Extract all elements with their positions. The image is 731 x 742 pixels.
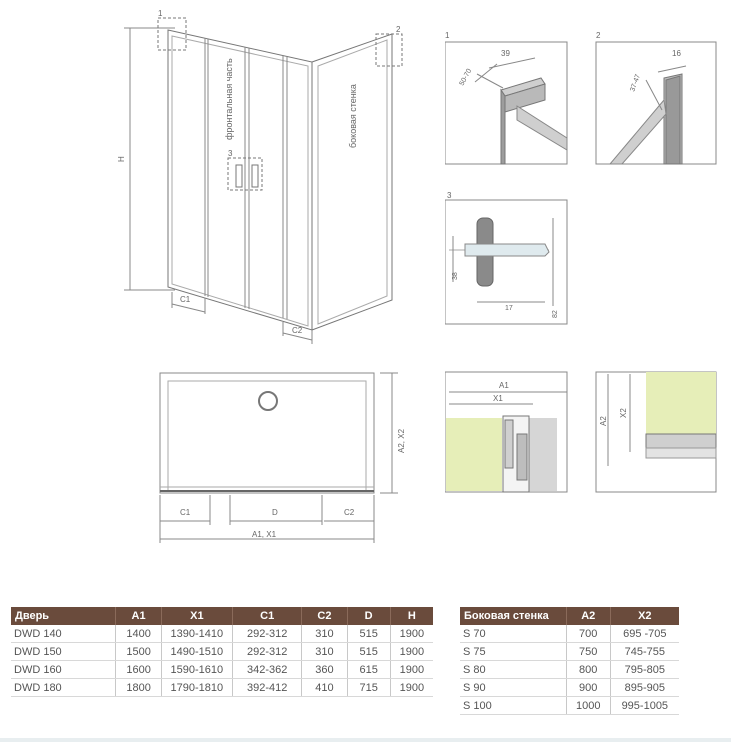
- table-cell: S 100: [460, 697, 566, 715]
- table-cell: 1390-1410: [161, 625, 232, 643]
- detail-5-x2: X2: [619, 408, 628, 418]
- detail-3-label: 3: [447, 191, 452, 200]
- table-cell: 410: [302, 679, 347, 697]
- detail-1-dim-b: 50-70: [458, 67, 474, 87]
- table-cell: S 70: [460, 625, 566, 643]
- detail-3-drawing: [445, 190, 570, 326]
- callout-2: 2: [396, 25, 401, 34]
- detail-4-drawing: [445, 370, 570, 495]
- doors-header-cell: A1: [116, 607, 161, 625]
- detail-1-dim-a: 39: [501, 49, 510, 58]
- table-cell: 695 -705: [610, 625, 679, 643]
- table-cell: 800: [566, 661, 610, 679]
- table-cell: 700: [566, 625, 610, 643]
- detail-1-label: 1: [445, 31, 450, 40]
- plan-view-drawing: [140, 365, 410, 550]
- table-cell: 1800: [116, 679, 161, 697]
- callout-1: 1: [158, 9, 163, 18]
- table-cell: 292-312: [233, 643, 302, 661]
- table-cell: 1900: [390, 661, 433, 679]
- table-cell: 750: [566, 643, 610, 661]
- table-cell: DWD 140: [11, 625, 116, 643]
- table-cell: 1400: [116, 625, 161, 643]
- table-cell: 342-362: [233, 661, 302, 679]
- side-header-cell: Боковая стенка: [460, 607, 566, 625]
- doors-header-cell: H: [390, 607, 433, 625]
- plan-c2-label: C2: [344, 508, 355, 517]
- doors-table-header: [11, 607, 433, 625]
- table-cell: 745-755: [610, 643, 679, 661]
- side-wall-label: боковая стенка: [348, 84, 358, 148]
- table-cell: 515: [347, 643, 390, 661]
- detail-3-dim-c: 82: [552, 310, 559, 318]
- table-row: [460, 661, 679, 679]
- height-label: H: [117, 156, 126, 162]
- table-row: [11, 643, 433, 661]
- table-cell: 1900: [390, 643, 433, 661]
- table-row: [11, 679, 433, 697]
- table-cell: 1790-1810: [161, 679, 232, 697]
- table-row: [11, 661, 433, 679]
- table-cell: 1000: [566, 697, 610, 715]
- doors-header-cell: X1: [161, 607, 232, 625]
- table-row: [460, 679, 679, 697]
- table-row: [460, 697, 679, 715]
- table-cell: 615: [347, 661, 390, 679]
- table-row: [460, 643, 679, 661]
- detail-3-dim-b: 17: [505, 305, 513, 312]
- table-row: [460, 625, 679, 643]
- bottom-divider: [0, 738, 731, 742]
- side-header-cell: A2: [566, 607, 610, 625]
- table-cell: 895-905: [610, 679, 679, 697]
- table-cell: 1500: [116, 643, 161, 661]
- detail-1-drawing: [445, 30, 570, 170]
- table-cell: 310: [302, 625, 347, 643]
- table-cell: 292-312: [233, 625, 302, 643]
- plan-c1-label: C1: [180, 508, 191, 517]
- detail-5-drawing: [594, 370, 719, 495]
- c1-label: C1: [180, 295, 191, 304]
- enclosure-drawing: [0, 0, 440, 360]
- detail-4-x1: X1: [493, 394, 503, 403]
- table-cell: 1600: [116, 661, 161, 679]
- doors-header-cell: D: [347, 607, 390, 625]
- table-cell: 360: [302, 661, 347, 679]
- doors-header-cell: C2: [302, 607, 347, 625]
- table-cell: 1590-1610: [161, 661, 232, 679]
- detail-3-dim-a: 38: [452, 272, 459, 280]
- table-cell: 995-1005: [610, 697, 679, 715]
- doors-header-cell: Дверь: [11, 607, 116, 625]
- table-cell: S 90: [460, 679, 566, 697]
- front-part-label: фронтальная часть: [224, 58, 234, 140]
- table-cell: 795-805: [610, 661, 679, 679]
- plan-depth-label: A2, X2: [397, 428, 406, 453]
- table-cell: 1490-1510: [161, 643, 232, 661]
- table-cell: S 80: [460, 661, 566, 679]
- table-cell: 392-412: [233, 679, 302, 697]
- table-cell: 715: [347, 679, 390, 697]
- table-cell: 515: [347, 625, 390, 643]
- table-row: [11, 625, 433, 643]
- detail-4-a1: A1: [499, 381, 509, 390]
- detail-2-dim-b: 37-47: [629, 73, 643, 93]
- side-header-cell: X2: [610, 607, 679, 625]
- plan-width-label: A1, X1: [252, 530, 277, 539]
- table-cell: S 75: [460, 643, 566, 661]
- table-cell: 900: [566, 679, 610, 697]
- detail-2-label: 2: [596, 31, 601, 40]
- plan-d-label: D: [272, 508, 278, 517]
- table-cell: 1900: [390, 625, 433, 643]
- detail-5-a2: A2: [599, 416, 608, 426]
- doors-header-cell: C1: [233, 607, 302, 625]
- doors-spec-table: [11, 607, 433, 697]
- side-table-header: [460, 607, 679, 625]
- side-wall-spec-table: [460, 607, 679, 715]
- table-cell: 310: [302, 643, 347, 661]
- detail-2-drawing: [594, 30, 719, 170]
- detail-2-dim-a: 16: [672, 49, 681, 58]
- table-cell: DWD 150: [11, 643, 116, 661]
- c2-label: C2: [292, 326, 303, 335]
- table-cell: 1900: [390, 679, 433, 697]
- table-cell: DWD 160: [11, 661, 116, 679]
- callout-3: 3: [228, 149, 233, 158]
- table-cell: DWD 180: [11, 679, 116, 697]
